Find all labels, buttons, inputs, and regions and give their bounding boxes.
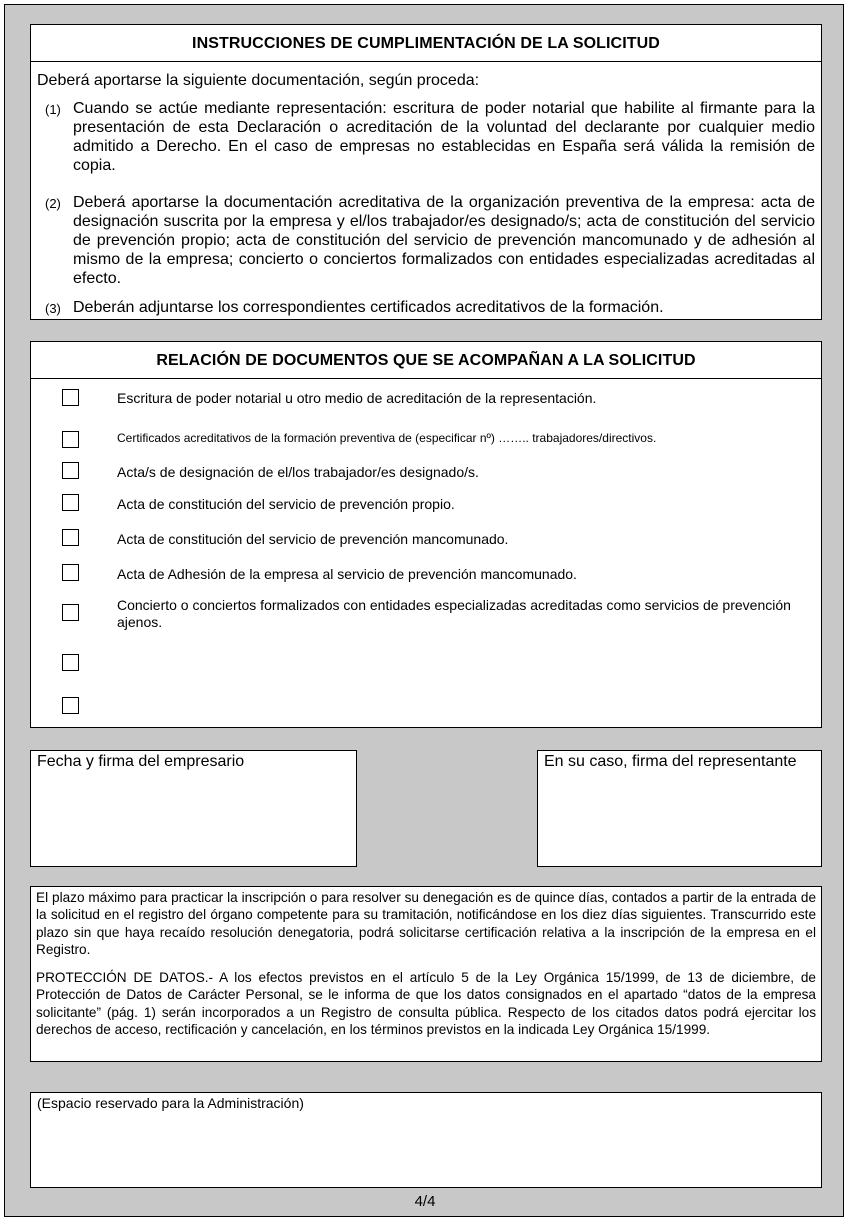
document-checkbox[interactable] (62, 529, 79, 546)
instruction-note-1 (41, 99, 815, 175)
title-divider (31, 378, 821, 379)
document-checkbox[interactable] (62, 431, 79, 448)
instruction-note-2 (41, 193, 815, 288)
instructions-title: INSTRUCCIONES DE CUMPLIMENTACIÓN DE LA SOLICITUD (192, 35, 660, 52)
document-checkbox[interactable] (62, 697, 79, 714)
document-label: Escritura de poder notarial u otro medio de acreditación de la representación. (117, 390, 597, 406)
document-checkbox[interactable] (62, 494, 79, 511)
document-checkbox[interactable] (62, 462, 79, 479)
document-checkbox[interactable] (62, 654, 79, 671)
title-divider (31, 61, 821, 62)
note-text: Deberán adjuntarse los correspondientes certificados acreditativos de la formación. (73, 299, 664, 316)
document-checkbox[interactable] (62, 564, 79, 581)
note-text: Cuando se actúe mediante representación: escritura de poder notarial que habilite al firmante para la presentación de esta Declaración o acreditación de la voluntad del declarante por cualquier medio admitido a Derecho. En el caso de empresas no establecidas en España será válida la remisión de copia. (73, 100, 815, 174)
document-checkbox[interactable] (62, 604, 79, 621)
note-number: (2) (45, 196, 61, 211)
note-text: Deberá aportarse la documentación acreditativa de la organización preventiva de la empresa: acta de designación suscrita por la empresa y el/los trabajador/es designado/s; acta de constitución del servicio de prevención propio; acta de constitución del servicio de prevención mancomunado y de adhesión al mismo de la empresa; concierto o conciertos formalizados con entidades especializadas acreditadas al efecto. (73, 194, 815, 287)
instructions-section (30, 24, 822, 320)
document-label: Concierto o conciertos formalizados con entidades especializadas acreditadas como servicios de prevención ajenos. (117, 597, 791, 630)
employer-signature-box[interactable] (30, 750, 357, 867)
administration-reserved-box (30, 1092, 822, 1188)
documents-title: RELACIÓN DE DOCUMENTOS QUE SE ACOMPAÑAN A LA SOLICITUD (156, 352, 696, 369)
administration-reserved-label: (Espacio reservado para la Administración) (37, 1095, 304, 1111)
page-number: 4/4 (414, 1193, 436, 1210)
document-label: Acta/s de designación de el/los trabajador/es designado/s. (117, 464, 479, 480)
representative-signature-label: En su caso, firma del representante (544, 753, 797, 770)
instructions-intro: Deberá aportarse la siguiente documentación, según proceda: (37, 72, 480, 89)
data-protection-paragraph: PROTECCIÓN DE DATOS.- A los efectos previstos en el artículo 5 de la Ley Orgánica 15/1999, de 13 de diciembre, de Protección de Datos de Carácter Personal, se le informa de que los datos consignados en el apartado “datos de la empresa solicitante” (pág. 1) serán incorporados a un Registro de consulta pública. Respecto de los citados datos podrá ejercitar los derechos de acceso, rectificación y cancelación, en los términos previstos en la indicada Ley Orgánica 15/1999. (36, 970, 816, 1037)
document-label: Acta de constitución del servicio de prevención propio. (117, 496, 455, 512)
document-label: Acta de constitución del servicio de prevención mancomunado. (117, 531, 509, 547)
note-number: (3) (45, 301, 61, 316)
attached-documents-section (30, 341, 822, 728)
representative-signature-box[interactable] (537, 750, 822, 867)
document-checkbox[interactable] (62, 389, 79, 406)
document-label: Certificados acreditativos de la formación preventiva de (especificar nº) …….. trabajadores/directivos. (117, 431, 657, 445)
employer-signature-label: Fecha y firma del empresario (37, 753, 245, 770)
legal-notice-section (30, 886, 822, 1062)
deadline-paragraph: El plazo máximo para practicar la inscripción o para resolver su denegación es de quince días, contados a partir de la entrada de la solicitud en el registro del órgano competente para su tramitación, notificándose en los diez días siguientes. Transcurrido este plazo sin que haya recaído resolución denegatoria, podrá solicitarse certificación relativa a la inscripción de la empresa en el Registro. (36, 890, 816, 957)
instruction-note-3 (41, 298, 815, 317)
document-label: Acta de Adhesión de la empresa al servicio de prevención mancomunado. (117, 566, 577, 582)
note-number: (1) (45, 102, 61, 117)
